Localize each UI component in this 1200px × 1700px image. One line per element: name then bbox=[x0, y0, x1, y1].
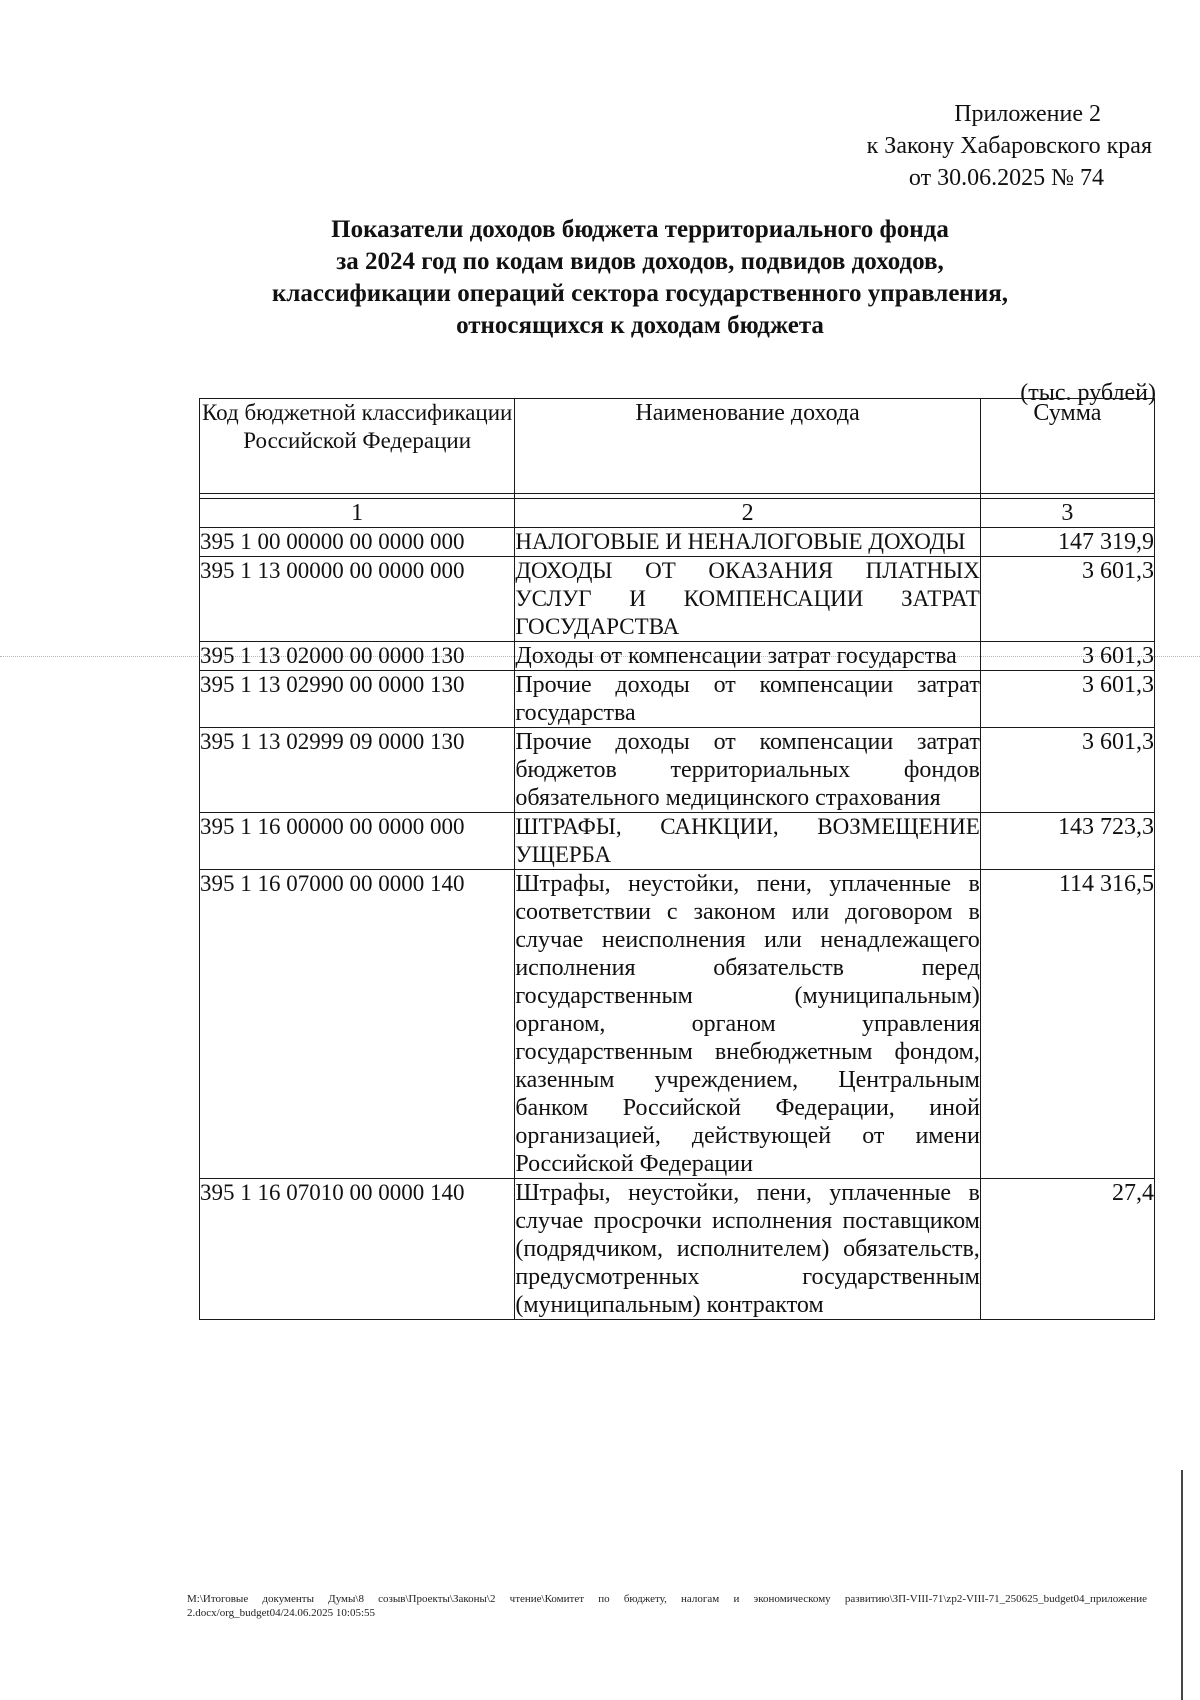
unit-label: (тыс. рублей) bbox=[1020, 380, 1156, 406]
appendix-number: Приложение 2 bbox=[954, 101, 1101, 127]
appendix-header bbox=[692, 98, 1152, 194]
column-number: 3 bbox=[980, 499, 1154, 528]
income-code: 395 1 13 02000 00 0000 130 bbox=[200, 642, 515, 671]
table-row bbox=[200, 1179, 1155, 1320]
income-name: Штрафы, неустойки, пени, уплаченные в случае просрочки исполнения поставщиком (подрядчиком, исполнителем) обязательств, предусмотренных государственным (муниципальным) контрактом bbox=[515, 1180, 980, 1318]
table-row bbox=[200, 813, 1155, 870]
column-number: 2 bbox=[515, 499, 980, 528]
document-title bbox=[200, 214, 1080, 342]
income-code: 395 1 16 07010 00 0000 140 bbox=[200, 1179, 515, 1320]
income-code: 395 1 13 02999 09 0000 130 bbox=[200, 728, 515, 813]
title-line: относящихся к доходам бюджета bbox=[456, 312, 824, 339]
scan-artifact-edge bbox=[1181, 1470, 1183, 1700]
income-sum: 143 723,3 bbox=[980, 813, 1154, 870]
table-row bbox=[200, 557, 1155, 642]
appendix-law-date: от 30.06.2025 № 74 bbox=[908, 165, 1104, 191]
file-path-footer: M:\Итоговые документы Думы\8 созыв\Проекты\Законы\2 чтение\Комитет по бюджету, налогам и экономическому развитию\ЗП-VIII-71\zp2-VIII-71_250625_budget04_приложение 2.docx/org_budget04/24.06.2025 10:05:55 bbox=[187, 1593, 1147, 1619]
income-name: Штрафы, неустойки, пени, уплаченные в соответствии с законом или договором в случае неисполнения или ненадлежащего исполнения обязательств перед государственным (муниципальным) органом, органом управления государственным внебюджетным фондом, казенным учреждением, Центральным банком Российской Федерации, иной организацией, действующей от имени Российской Федерации bbox=[515, 871, 980, 1177]
income-name: Прочие доходы от компенсации затрат государства bbox=[515, 672, 980, 726]
title-line: классификации операций сектора государственного управления, bbox=[271, 280, 1008, 307]
income-sum: 27,4 bbox=[980, 1179, 1154, 1320]
income-code: 395 1 13 00000 00 0000 000 bbox=[200, 557, 515, 642]
income-name: НАЛОГОВЫЕ И НЕНАЛОГОВЫЕ ДОХОДЫ bbox=[515, 528, 980, 557]
column-header-name: Наименование дохода bbox=[515, 399, 980, 494]
column-header-code: Код бюджетной классификации Российской Федерации bbox=[200, 399, 515, 494]
income-code: 395 1 16 00000 00 0000 000 bbox=[200, 813, 515, 870]
column-number-row bbox=[200, 499, 1155, 528]
table-row bbox=[200, 671, 1155, 728]
table-row bbox=[200, 728, 1155, 813]
appendix-law-reference: к Закону Хабаровского края bbox=[866, 133, 1152, 159]
income-name: ДОХОДЫ ОТ ОКАЗАНИЯ ПЛАТНЫХ УСЛУГ И КОМПЕНСАЦИИ ЗАТРАТ ГОСУДАРСТВА bbox=[515, 557, 980, 642]
income-sum: 3 601,3 bbox=[980, 671, 1154, 728]
title-line: Показатели доходов бюджета территориального фонда bbox=[331, 216, 949, 243]
table-header-row bbox=[200, 399, 1155, 494]
income-code: 395 1 13 02990 00 0000 130 bbox=[200, 671, 515, 728]
column-number: 1 bbox=[200, 499, 515, 528]
income-name: ШТРАФЫ, САНКЦИИ, ВОЗМЕЩЕНИЕ УЩЕРБА bbox=[515, 813, 980, 870]
income-sum: 3 601,3 bbox=[980, 557, 1154, 642]
table-row bbox=[200, 528, 1155, 557]
table-row bbox=[200, 870, 1155, 1179]
income-name: Прочие доходы от компенсации затрат бюджетов территориальных фондов обязательного медицинского страхования bbox=[515, 729, 980, 811]
income-code: 395 1 16 07000 00 0000 140 bbox=[200, 870, 515, 1179]
income-code: 395 1 00 00000 00 0000 000 bbox=[200, 528, 515, 557]
income-sum: 3 601,3 bbox=[980, 642, 1154, 671]
income-name: Доходы от компенсации затрат государства bbox=[515, 642, 980, 671]
income-sum: 147 319,9 bbox=[980, 528, 1154, 557]
table-row bbox=[200, 642, 1155, 671]
column-header-sum: Сумма bbox=[980, 399, 1154, 494]
income-sum: 114 316,5 bbox=[980, 870, 1154, 1179]
title-line: за 2024 год по кодам видов доходов, подвидов доходов, bbox=[336, 248, 944, 275]
income-table bbox=[199, 398, 1155, 1320]
income-sum: 3 601,3 bbox=[980, 728, 1154, 813]
